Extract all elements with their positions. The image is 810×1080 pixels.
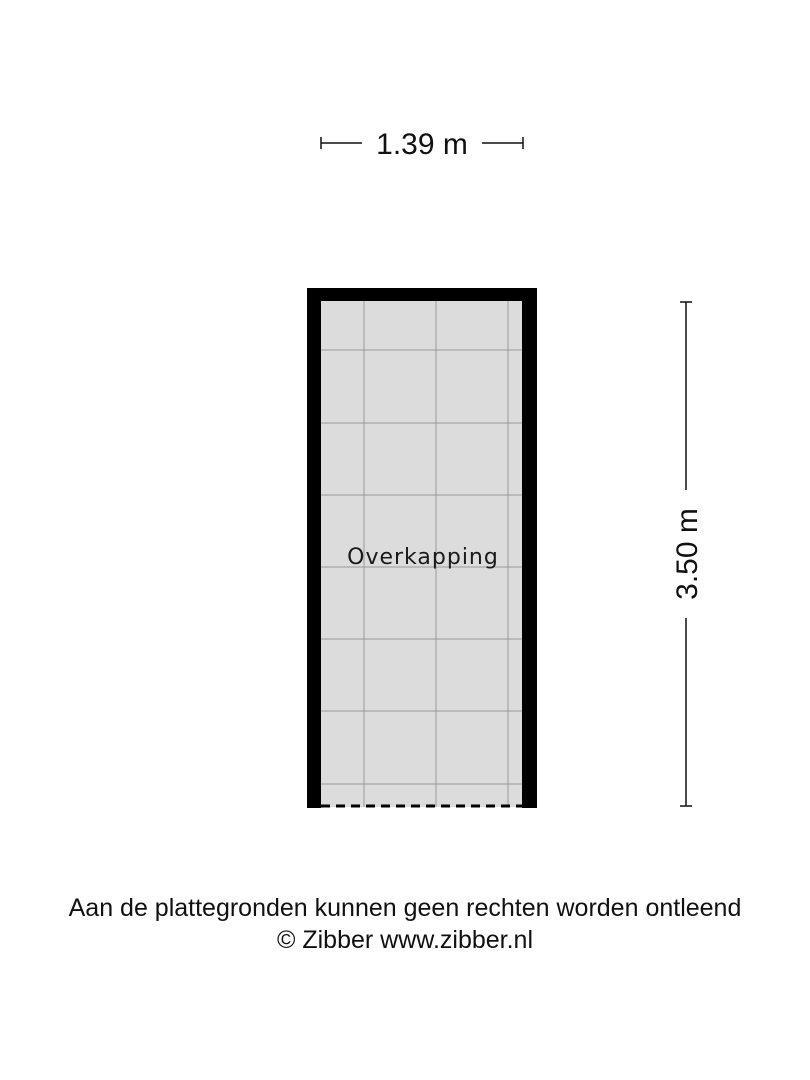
height-dimension-label: 3.50 m bbox=[671, 508, 704, 600]
disclaimer-text: Aan de plattegronden kunnen geen rechten worden ontleend bbox=[68, 894, 742, 922]
wall-right bbox=[522, 288, 537, 808]
height-dimension bbox=[671, 302, 704, 806]
wall-top bbox=[307, 288, 537, 301]
credit-text: © Zibber www.zibber.nl bbox=[276, 926, 534, 954]
room-label: Overkapping bbox=[347, 545, 499, 570]
width-dimension bbox=[321, 128, 523, 161]
wall-left bbox=[307, 288, 321, 808]
width-dimension-label: 1.39 m bbox=[376, 128, 468, 161]
